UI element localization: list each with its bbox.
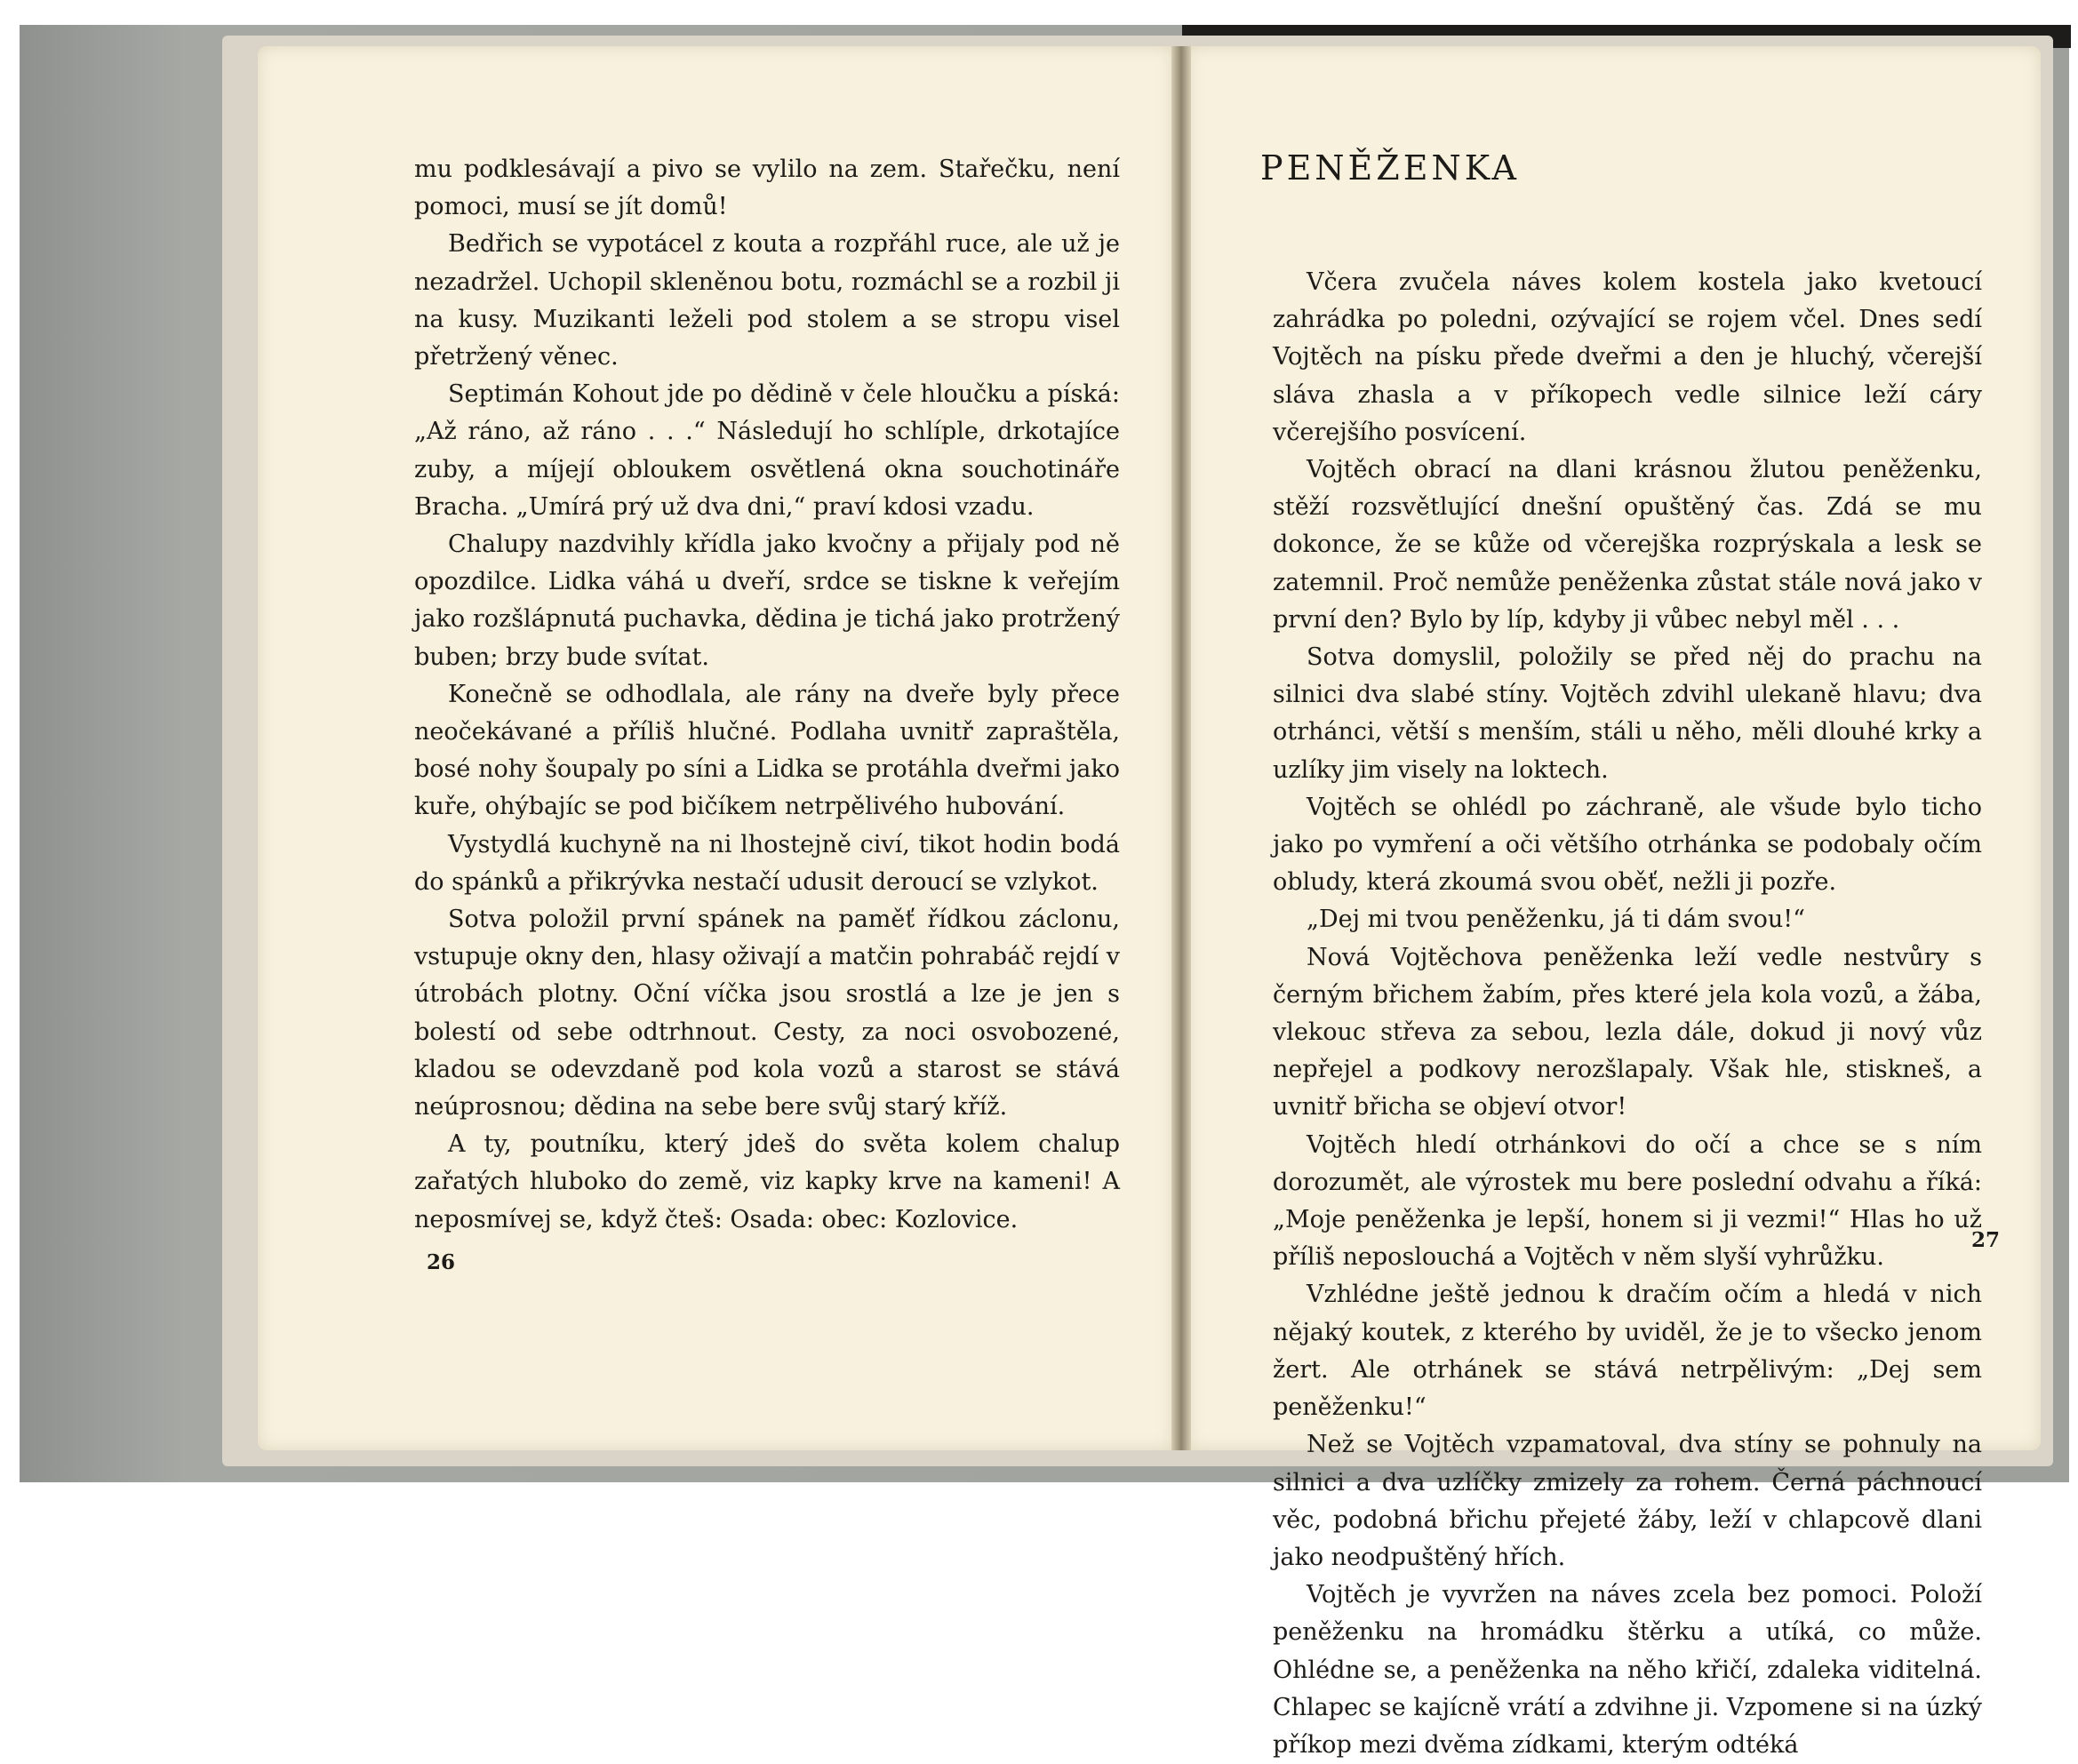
paragraph: „Dej mi tvou peněženku, já ti dám svou!“: [1307, 906, 1805, 934]
page-number-left: 26: [427, 1250, 456, 1274]
right-page-text: [1273, 264, 1982, 1764]
paragraph: Vojtěch je vyvržen na náves zcela bez pomoci. Položí peněženku na hromádku štěrku a utíká, co může. Ohlédne se, a peněženka na něho křičí, zdaleka viditelná. Chlapec se kajícně vrátí a zdvihne ji. Vzpomene si na úzký příkop mezi dvěma zídkami, kterým odtéká: [1273, 1581, 1982, 1759]
left-page-text: [414, 151, 1120, 1239]
paragraph: A ty, poutníku, který jdeš do světa kolem chalup zařatých hluboko do země, viz kapky krve na kameni! A neposmívej se, když čteš: Osada: obec: Kozlovice.: [414, 1130, 1120, 1233]
paragraph: Vzhlédne ještě jednou k dračím očím a hledá v nich nějaký koutek, z kterého by uviděl, že je to všecko jenom žert. Ale otrhánek se stává netrpělivým: „Dej sem peněženku!“: [1273, 1281, 1982, 1422]
paragraph: Chalupy nazdvihly křídla jako kvočny a přijaly pod ně opozdilce. Lidka váhá u dveří, srdce se tiskne k veřejím jako rozšlápnutá puchavka, dědina je tichá jako protržený buben; brzy bude svítat.: [414, 531, 1120, 671]
paragraph: Včera zvučela náves kolem kostela jako kvetoucí zahrádka po poledni, ozývající se rojem včel. Dnes sedí Vojtěch na písku přede dveřmi a den je hluchý, včerejší sláva zhasla a v příkopech vedle silnice leží cáry včerejšího posvícení.: [1273, 268, 1982, 446]
paragraph: Než se Vojtěch vzpamatoval, dva stíny se pohnuly na silnici a dva uzlíčky zmizely za rohem. Černá páchnoucí věc, podobná břichu přejeté žáby, leží v chlapcově dlani jako neodpuštěný hřích.: [1273, 1431, 1982, 1571]
paragraph: Nová Vojtěchova peněženka leží vedle nestvůry s černým břichem žabím, přes které jela kola vozů, a žába, vlekouc střeva za sebou, lezla dále, dokud ji nový vůz nepřejel a podkovy nerozšlapaly. Však hle, stiskneš, a uvnitř břicha se objeví otvor!: [1273, 943, 1982, 1121]
paragraph: Septimán Kohout jde po dědině v čele hloučku a píská: „Až ráno, až ráno . . .“ Následují ho schlíple, drkotajíce zuby, a míjejí obloukem osvětlená okna souchotináře Bracha. „Umírá prý už dva dni,“ praví kdosi vzadu.: [414, 380, 1120, 521]
paragraph: Vojtěch se ohlédl po záchraně, ale všude bylo ticho jako po vymření a oči většího otrhánka se podobaly očím obludy, která zkoumá svou oběť, nežli ji pozře.: [1273, 793, 1982, 897]
paragraph: Konečně se odhodlala, ale rány na dveře byly přece neočekávané a příliš hlučné. Podlaha uvnitř zapraštěla, bosé nohy šoupaly po síni a Lidka se protáhla dveřmi jako kuře, ohýbajíc se pod bičíkem netrpělivého hubování.: [414, 680, 1120, 821]
page-number-right: 27: [1971, 1228, 2001, 1252]
paragraph: Bedřich se vypotácel z kouta a rozpřáhl ruce, ale už je nezadržel. Uchopil skleněnou botu, rozmáchl se a rozbil ji na kusy. Muzikanti leželi pod stolem a se stropu visel přetržený věnec.: [414, 230, 1120, 371]
paragraph: Sotva domyslil, položily se před něj do prachu na silnici dva slabé stíny. Vojtěch zdvihl ulekaně hlavu; dva otrhánci, větší s menším, stáli u něho, měli dlouhé krky a uzlíky jim visely na loktech.: [1273, 643, 1982, 784]
paragraph: Sotva položil první spánek na paměť řídkou záclonu, vstupuje okny den, hlasy oživají a matčin pohrabáč rejdí v útrobách plotny. Oční víčka jsou srostlá a lze je jen s bolestí od sebe odtrhnout. Cesty, za noci osvobozené, kladou se odevzdaně pod kola vozů a starost se stává neúprosnou; dědina na sebe bere svůj starý kříž.: [414, 906, 1120, 1121]
book-gutter: [1171, 46, 1191, 1450]
paragraph: Vystydlá kuchyně na ni lhostejně civí, tikot hodin bodá do spánků a přikrývka nestačí udusit deroucí se vzlykot.: [414, 830, 1120, 896]
paragraph: Vojtěch obrací na dlani krásnou žlutou peněženku, stěží rozsvětlující dnešní opuštěný čas. Zdá se mu dokonce, že se kůže od včerejška rozprýskala a lesk se zatemnil. Proč nemůže peněženka zůstat stále nová jako v první den? Bylo by líp, kdyby ji vůbec nebyl měl . . .: [1273, 456, 1982, 634]
paragraph: Vojtěch hledí otrhánkovi do očí a chce se s ním dorozumět, ale výrostek mu bere poslední odvahu a říká: „Moje peněženka je lepší, honem si ji vezmi!“ Hlas ho už příliš neposlouchá a Vojtěch v něm slyší vyhrůžku.: [1273, 1130, 1982, 1272]
chapter-title: PENĚŽENKA: [1260, 148, 1520, 188]
paragraph: mu podklesávají a pivo se vylilo na zem. Stařečku, není pomoci, musí se jít domů!: [414, 156, 1120, 221]
